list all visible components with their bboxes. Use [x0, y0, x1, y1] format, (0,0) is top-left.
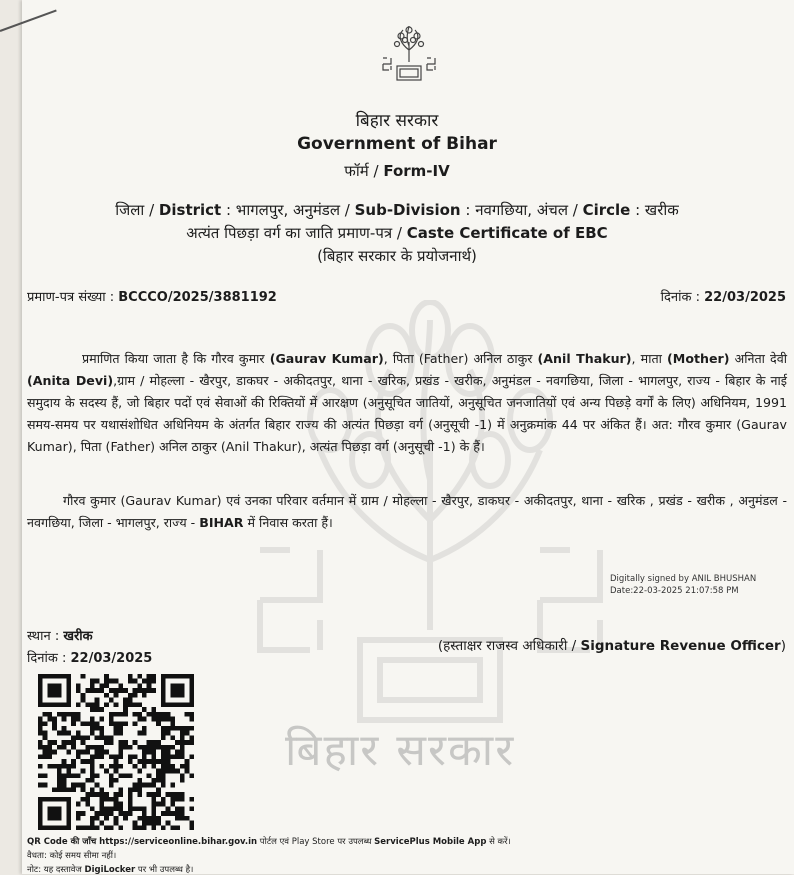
certificate-number	[27, 287, 277, 305]
circle-label: Circle	[582, 201, 631, 219]
digilocker-note	[27, 864, 193, 875]
digital-sign-date: Date:22-03-2025 21:07:58 PM	[610, 586, 739, 596]
holder-name-english: (Gaurav Kumar)	[269, 351, 384, 366]
signer-title-english: Signature Revenue Officer	[580, 638, 781, 654]
certificate-date-value: 22/03/2025	[704, 290, 786, 305]
signature-date-value: 22/03/2025	[70, 651, 153, 666]
digilocker-note-a: नोट: यह दस्तावेज	[27, 865, 85, 875]
signature-title	[438, 636, 786, 654]
digilocker-note-b: पर भी उपलब्ध है।	[135, 865, 194, 875]
certificate-date	[661, 287, 786, 305]
qr-note-a: QR Code की जाँच	[27, 837, 100, 847]
qr-note-b: पोर्टल एवं Play Store पर उपलब्ध	[257, 837, 375, 847]
subdivision-value: : नवगछिया, अंचल /	[460, 201, 583, 219]
p1-text-d: अनिता देवी	[729, 351, 787, 366]
digilocker-name: DigiLocker	[84, 865, 136, 875]
place	[27, 626, 93, 644]
p1-text-a: प्रमाणित किया जाता है कि गौरव कुमार	[82, 351, 270, 366]
district-label-english: District	[158, 201, 222, 219]
place-label: स्थान :	[27, 629, 64, 644]
p1-text-c: , माता	[631, 351, 668, 366]
place-value: खरीक	[63, 629, 93, 644]
certificate-number-label: प्रमाण-पत्र संख्या :	[27, 290, 119, 305]
signature-date	[27, 648, 152, 666]
certificate-purpose: (बिहार सरकार के प्रयोजनार्थ)	[317, 247, 477, 265]
government-title-hindi: बिहार सरकार	[355, 111, 439, 131]
state-name: BIHAR	[199, 515, 244, 530]
form-number	[0, 161, 794, 181]
form-label-english: Form-IV	[383, 162, 450, 180]
p2-text-a: गौरव कुमार (Gaurav Kumar) एवं उनका परिवार वर्तमान में ग्राम / मोहल्ला - खैरपुर, डाकघर - अकीदतपुर, थाना - खरिक , प्रखंड - खरीक , अनुमंडल - नवगछिया, जिला - भागलपुर, राज्य -	[27, 493, 787, 530]
circle-value: : खरीक	[630, 201, 679, 219]
certificate-type-hindi: अत्यंत पिछड़ा वर्ग का जाति प्रमाण-पत्र /	[186, 224, 407, 242]
validity-note: वैधता: कोई समय सीमा नहीं।	[27, 851, 117, 861]
p1-text-b: , पिता (Father) अनिल ठाकुर	[383, 351, 538, 366]
certificate-number-value: BCCCO/2025/3881192	[118, 290, 277, 305]
watermark-text: बिहार सरकार	[285, 725, 516, 776]
father-name-english: (Anil Thakur)	[537, 351, 632, 366]
certificate-type-english: Caste Certificate of EBC	[406, 224, 608, 242]
signature-date-label: दिनांक :	[27, 651, 71, 666]
mother-name-english: (Anita Devi)	[27, 373, 114, 388]
district-value: : भागलपुर, अनुमंडल /	[221, 201, 355, 219]
signer-title-close: )	[780, 638, 786, 654]
qr-url: https://serviceonline.bihar.gov.in	[99, 837, 258, 847]
qr-code-icon[interactable]	[38, 674, 194, 830]
certificate-type	[0, 223, 794, 243]
certificate-body-paragraph-2	[27, 490, 787, 534]
bihar-emblem-icon	[377, 22, 441, 86]
subdivision-label: Sub-Division	[354, 201, 461, 219]
qr-app-name: ServicePlus Mobile App	[374, 837, 487, 847]
government-title-english: Government of Bihar	[297, 134, 497, 154]
mother-label: (Mother)	[667, 351, 730, 366]
certificate-date-label: दिनांक :	[660, 290, 705, 305]
district-label-hindi: जिला /	[115, 201, 159, 219]
qr-note-c: से करें।	[486, 837, 511, 847]
district-line	[0, 200, 794, 220]
p2-text-b: में निवास करता हैं।	[243, 515, 333, 530]
digital-signer: Digitally signed by ANIL BHUSHAN	[610, 574, 757, 584]
form-label-hindi: फॉर्म /	[344, 162, 384, 180]
p1-text-e: ,ग्राम / मोहल्ला - खैरपुर, डाकघर - अकीदतपुर, थाना - खरिक, प्रखंड - खरीक, अनुमंडल - नवगछिया, जिला - भागलपुर, राज्य - बिहार के नाई समुदाय के सदस्य हैं, जो बिहार पदों एवं सेवाओं की रिक्तियों में आरक्षण (अनुसूचित जातियों, अनुसूचित जनजातियों एवं अन्य पिछड़े वर्गों के लिए) अधिनियम, 1991 समय-समय पर यथासंशोधित अधिनियम के अंतर्गत बिहार राज्य की अत्यंत पिछड़ा वर्ग (अनुसूची -1) में अनुक्रमांक 44 पर अंकित हैं। अत: गौरव कुमार (Gaurav Kumar), पिता (Father) अनिल ठाकुर (Anil Thakur), अत्यंत पिछड़ा वर्ग (अनुसूची -1) के हैं।	[27, 373, 787, 454]
signer-title-hindi: (हस्ताक्षर राजस्व अधिकारी /	[437, 638, 581, 654]
certificate-body-paragraph-1	[27, 348, 787, 458]
qr-verification-note	[27, 836, 511, 847]
digital-signature-block	[610, 573, 756, 597]
